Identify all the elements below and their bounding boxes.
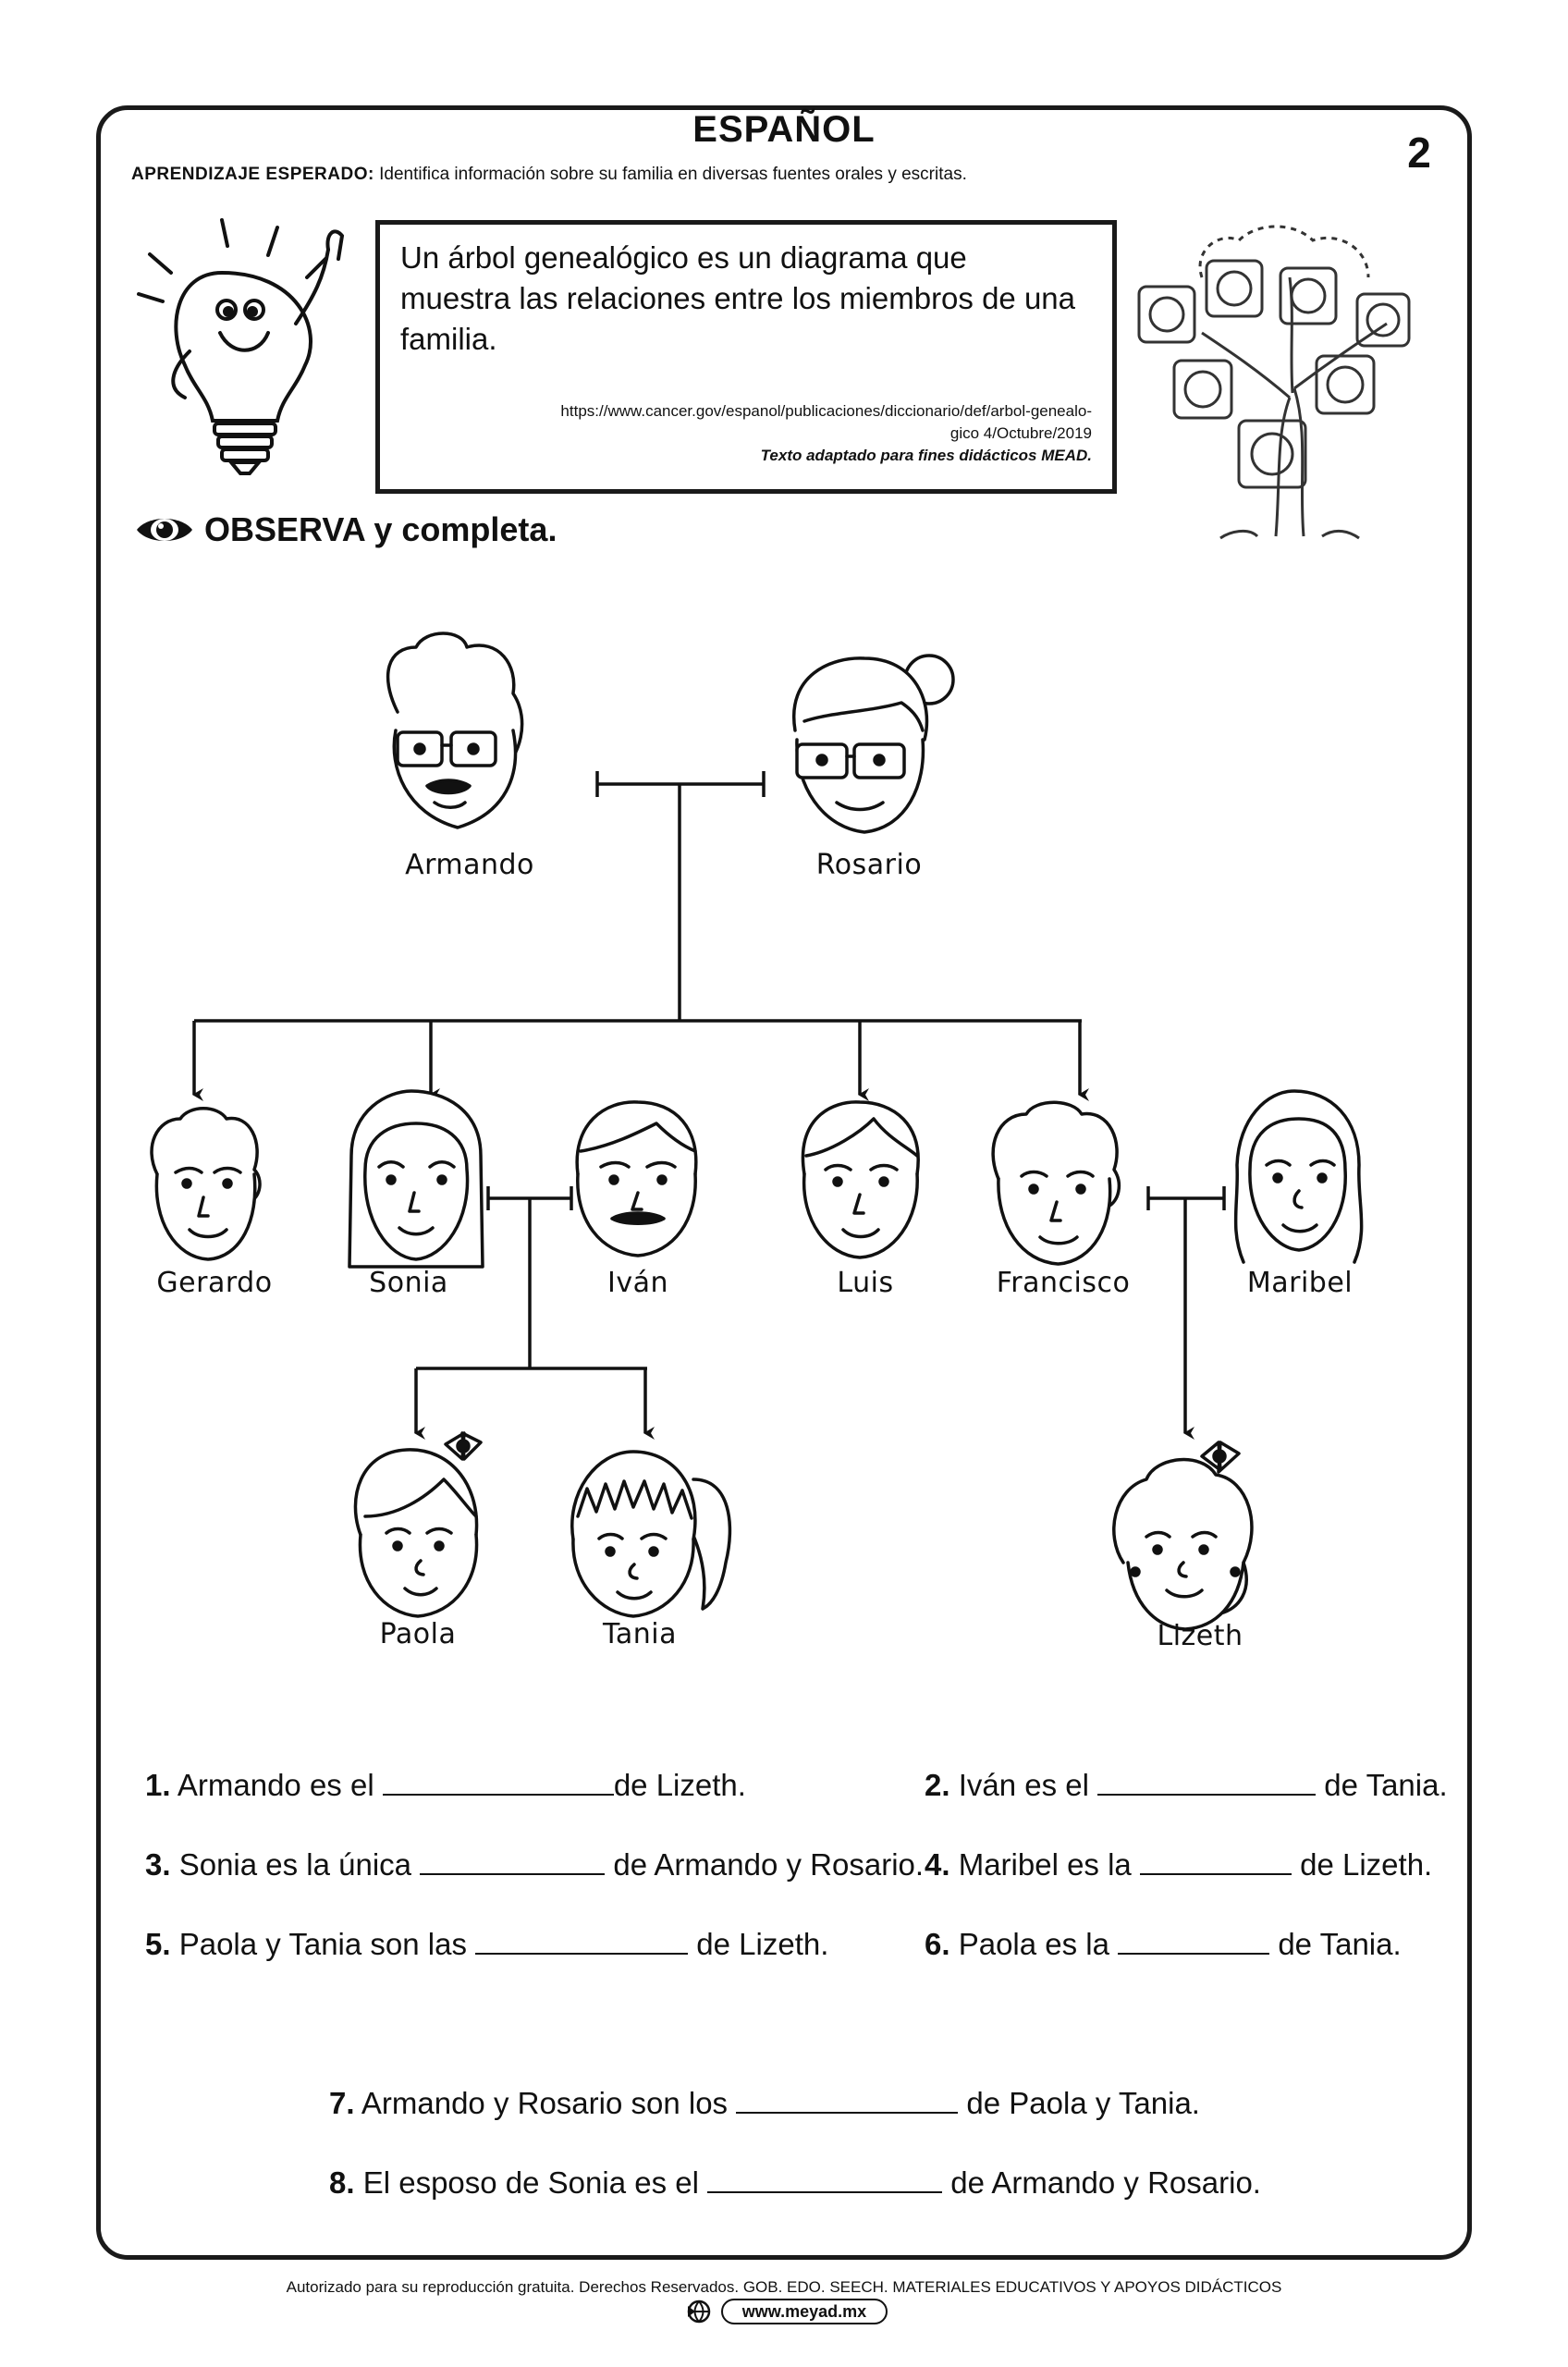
answer-blank-5[interactable] bbox=[475, 1927, 688, 1955]
question-8: 8. El esposo de Sonia es el de Armando y Rosario. bbox=[329, 2165, 1261, 2200]
label-lizeth: Lizeth bbox=[1157, 1620, 1243, 1652]
luis-face-icon bbox=[802, 1102, 918, 1257]
label-tania: Tania bbox=[603, 1618, 677, 1650]
lizeth-face-icon bbox=[1114, 1442, 1252, 1629]
gerardo-face-icon bbox=[152, 1109, 260, 1259]
rosario-face-icon bbox=[794, 656, 953, 832]
question-7: 7. Armando y Rosario son los de Paola y Tania. bbox=[329, 2086, 1200, 2120]
answer-blank-7[interactable] bbox=[736, 2086, 958, 2114]
definition-text: Un árbol genealógico es un diagrama que muestra las relaciones entre los miembros de una familia. bbox=[400, 240, 1076, 356]
paola-face-icon bbox=[355, 1433, 481, 1616]
label-sonia: Sonia bbox=[369, 1267, 448, 1299]
armando-face-icon bbox=[388, 633, 522, 828]
answer-blank-2[interactable] bbox=[1097, 1768, 1316, 1796]
label-gerardo: Gerardo bbox=[156, 1267, 273, 1299]
question-2: 2. Iván es el de Tania. bbox=[925, 1768, 1448, 1802]
answer-blank-6[interactable] bbox=[1118, 1927, 1269, 1955]
question-6: 6. Paola es la de Tania. bbox=[925, 1927, 1402, 1961]
website-link[interactable]: www.meyad.mx bbox=[721, 2299, 888, 2324]
label-armando: Armando bbox=[405, 849, 534, 881]
question-3: 3. Sonia es la única de Armando y Rosario. bbox=[145, 1847, 925, 1882]
question-4: 4. Maribel es la de Lizeth. bbox=[925, 1847, 1433, 1882]
answer-blank-4[interactable] bbox=[1140, 1847, 1292, 1875]
label-maribel: Maribel bbox=[1246, 1267, 1354, 1299]
label-ivan: Iván bbox=[607, 1267, 668, 1299]
footer-text: Autorizado para su reproducción gratuita. Derechos Reservados. GOB. EDO. SEECH. MATERIALES EDUCATIVOS Y APOYOS DIDÁCTICOS bbox=[286, 2278, 1282, 2296]
definition-source-line-1[interactable]: https://www.cancer.gov/espanol/publicaciones/diccionario/def/arbol-genealo- bbox=[560, 402, 1092, 420]
question-1: 1. Armando es el de Lizeth. bbox=[145, 1768, 746, 1802]
learning-objective-label: APRENDIZAJE ESPERADO: bbox=[131, 165, 374, 184]
ivan-face-icon bbox=[577, 1102, 696, 1256]
subject-title: ESPAÑOL bbox=[692, 109, 876, 150]
definition-note: Texto adaptado para fines didácticos MEAD. bbox=[760, 447, 1092, 464]
instruction-text: OBSERVA y completa. bbox=[204, 510, 557, 548]
website-badge bbox=[647, 2299, 925, 2326]
francisco-face-icon bbox=[993, 1102, 1119, 1264]
globe-arrow-icon bbox=[647, 2299, 721, 2326]
page-number: 2 bbox=[1407, 129, 1431, 177]
question-5: 5. Paola y Tania son las de Lizeth. bbox=[145, 1927, 829, 1961]
answer-blank-3[interactable] bbox=[420, 1847, 605, 1875]
couple-connector-grandparents bbox=[597, 771, 764, 1021]
tania-face-icon bbox=[572, 1452, 730, 1616]
maribel-face-icon bbox=[1236, 1091, 1362, 1262]
learning-objective-text: Identifica información sobre su familia en diversas fuentes orales y escritas. bbox=[374, 165, 967, 184]
label-paola: Paola bbox=[379, 1618, 457, 1650]
answer-blank-1[interactable] bbox=[383, 1768, 614, 1796]
definition-source-line-2: gico 4/Octubre/2019 bbox=[949, 424, 1092, 442]
label-francisco: Francisco bbox=[996, 1267, 1131, 1299]
label-luis: Luis bbox=[837, 1267, 894, 1299]
label-rosario: Rosario bbox=[815, 849, 923, 881]
answer-blank-8[interactable] bbox=[707, 2165, 942, 2193]
sonia-face-icon bbox=[349, 1091, 483, 1267]
